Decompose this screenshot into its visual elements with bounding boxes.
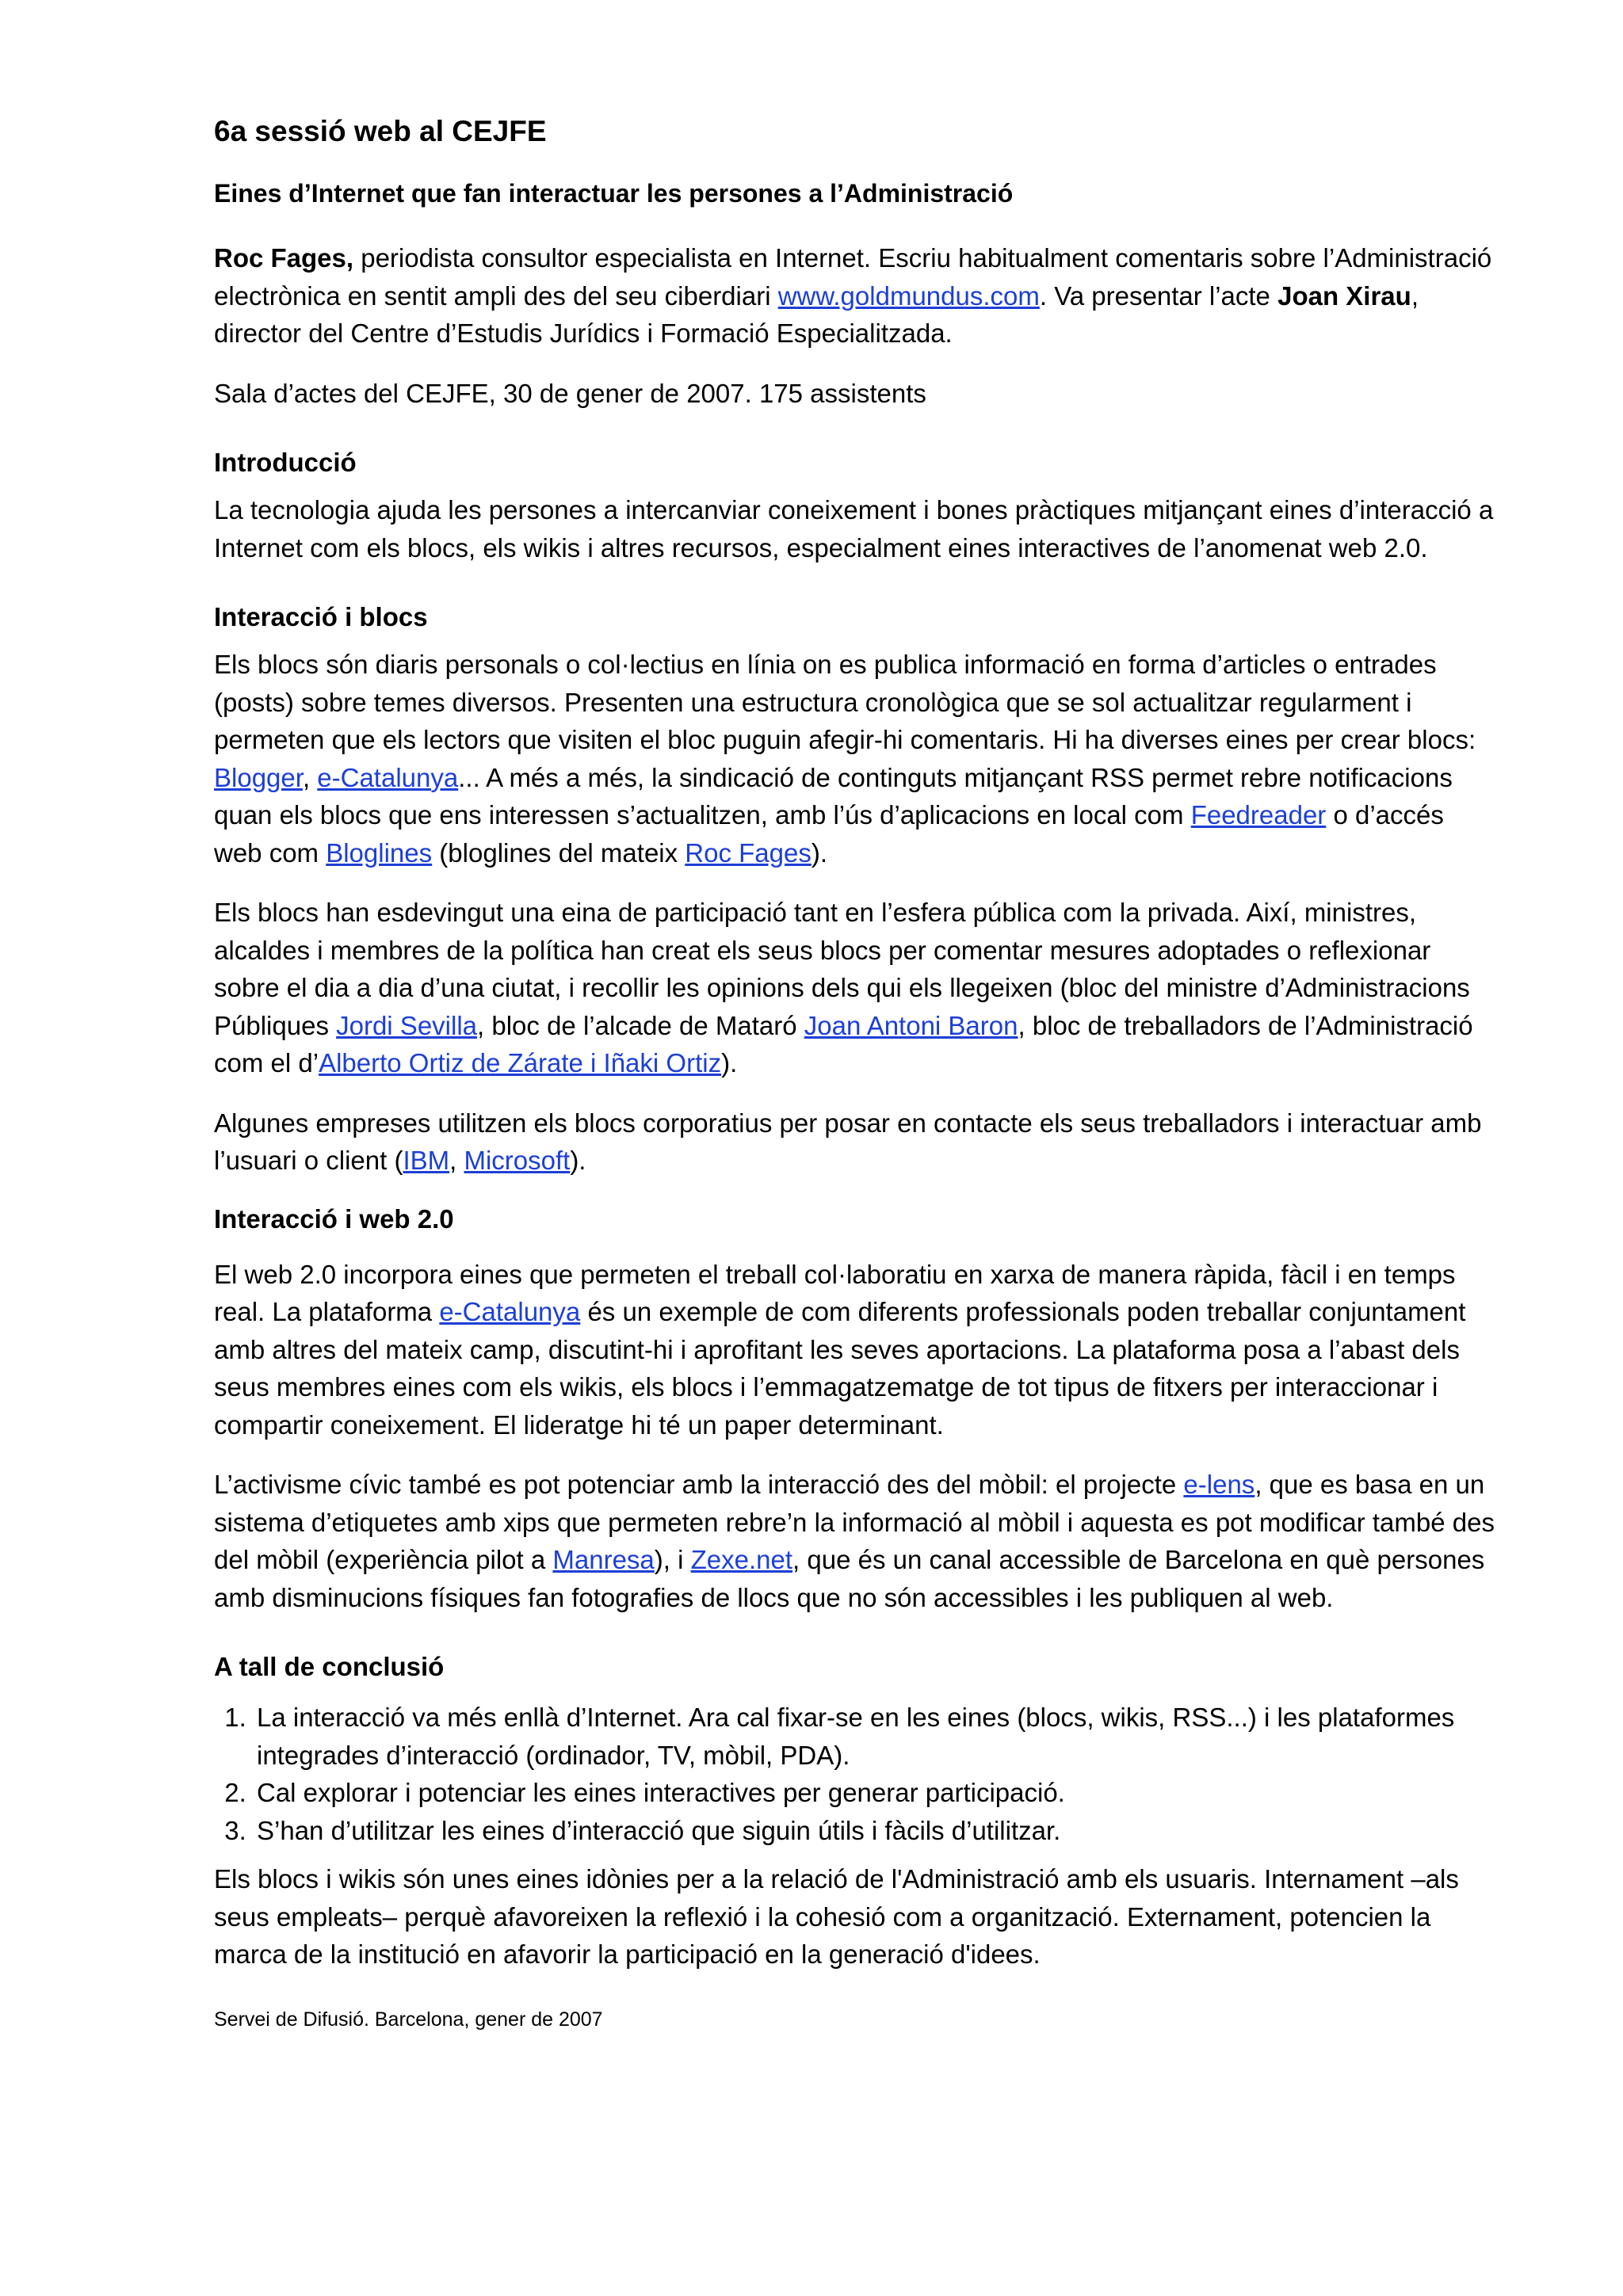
footer-note: Servei de Difusió. Barcelona, gener de 2007	[214, 2008, 603, 2031]
document-title: 6a sessió web al CEJFE	[214, 115, 547, 147]
link-ibm[interactable]: IBM	[403, 1146, 450, 1175]
link-e-lens[interactable]: e-lens	[1183, 1470, 1255, 1499]
link-alberto-ortiz[interactable]: Alberto Ortiz de Zárate i Iñaki Ortiz	[319, 1048, 722, 1077]
conclusion-closing: Els blocs i wikis són unes eines idònies per a la relació de l'Administració amb els usuaris. Internament –als seus empleats– perquè afavoreixen la reflexió i la cohesió com a organització. Externament, potencien la marca de la institució en afavorir la participació en la generació d'idees.	[214, 1864, 1459, 1969]
link-blogger[interactable]: Blogger	[214, 762, 303, 792]
list-item: 3. S’han d’utilitzar les eines d’interacció que siguin útils i fàcils d’utilitzar.	[254, 1812, 1496, 1850]
link-zexe-net[interactable]: Zexe.net	[690, 1545, 793, 1574]
link-jordi-sevilla[interactable]: Jordi Sevilla	[336, 1010, 478, 1040]
speaker-paragraph: Roc Fages, periodista consultor especialista en Internet. Escriu habitualment comentaris sobre l’Administració electrònica en sentit ampli des del seu ciberdiari www.goldmundus.com. Va presentar l’acte Joan Xirau, director del Centre d’Estudis Jurídics i Formació Especialitzada.	[214, 243, 1492, 348]
web20-paragraph-1: El web 2.0 incorpora eines que permeten el treball col·laboratiu en xarxa de manera ràpida, fàcil i en temps real. La plataforma e-Catalunya és un exemple de com diferents professionals poden treballar conjuntament amb altres del mateix camp, discutint-hi i aprofitant les seves aportacions. La plataforma posa a l’abast dels seus membres eines com els wikis, els blocs i l’emmagatzematge de tot tipus de fitxers per interaccionar i compartir coneixement. El lideratge hi té un paper determinant.	[214, 1259, 1466, 1440]
conclusion-list	[214, 1699, 1496, 1849]
link-roc-fages[interactable]: Roc Fages	[685, 837, 812, 868]
link-bloglines[interactable]: Bloglines	[326, 837, 433, 868]
link-goldmundus[interactable]: www.goldmundus.com	[777, 280, 1040, 311]
document-subtitle: Eines d’Internet que fan interactuar les persones a l’Administració	[214, 179, 1014, 208]
heading-introduccio: Introducció	[214, 448, 357, 477]
introduccio-text: La tecnologia ajuda les persones a intercanviar coneixement i bones pràctiques mitjançant eines d’interacció a Internet com els blocs, els wikis i altres recursos, especialment eines interactives de l’anomenat web 2.0.	[214, 495, 1494, 563]
list-item: 2. Cal explorar i potenciar les eines interactives per generar participació.	[254, 1774, 1496, 1812]
link-joan-antoni-baron[interactable]: Joan Antoni Baron	[804, 1010, 1018, 1040]
blocs-paragraph-3: Algunes empreses utilitzen els blocs corporatius per posar en contacte els seus treballadors i interactuar amb l’usuari o client (IBM, Microsoft).	[214, 1108, 1482, 1175]
web20-paragraph-2: L’activisme cívic també es pot potenciar amb la interacció des del mòbil: el projecte e-lens, que es basa en un sistema d’etiquetes amb xips que permeten rebre’n la informació al mòbil i aquesta es pot modificar també des del mòbil (experiència pilot a Manresa), i Zexe.net, que és un canal accessible de Barcelona en què persones amb disminucions físiques fan fotografies de llocs que no són accessibles i les publiquen al web.	[214, 1470, 1495, 1612]
link-manresa[interactable]: Manresa	[552, 1545, 655, 1574]
heading-conclusio: A tall de conclusió	[214, 1652, 445, 1681]
heading-interaccio-web20: Interacció i web 2.0	[214, 1203, 454, 1234]
presenter-name: Joan Xirau	[1277, 280, 1411, 311]
blocs-paragraph-1: Els blocs són diaris personals o col·lectius en línia on es publica informació en forma d’articles o entrades (posts) sobre temes diversos. Presenten una estructura cronològica que se sol actualitzar regularment i permeten que els lectors que visiten el bloc puguin afegir-hi comentaris. Hi ha diverses eines per crear blocs: Blogger, e-Catalunya... A més a més, la sindicació de continguts mitjançant RSS permet rebre notificacions quan els blocs que ens interessen s’actualitzen, amb l’ús d’aplicacions en local com Feedreader o d’accés web com Bloglines (bloglines del mateix Roc Fages).	[214, 650, 1476, 868]
speaker-name: Roc Fages,	[214, 243, 354, 273]
link-microsoft[interactable]: Microsoft	[464, 1146, 571, 1175]
list-item: 1. La interacció va més enllà d’Internet. Ara cal fixar-se en les eines (blocs, wikis, RSS...) i les plataformes integrades d’interacció (ordinador, TV, mòbil, PDA).	[254, 1699, 1496, 1774]
link-e-catalunya-2[interactable]: e-Catalunya	[439, 1297, 581, 1326]
heading-interaccio-blocs: Interacció i blocs	[214, 602, 428, 631]
session-info: Sala d’actes del CEJFE, 30 de gener de 2007. 175 assistents	[214, 378, 926, 408]
link-feedreader[interactable]: Feedreader	[1190, 800, 1327, 830]
blocs-paragraph-2: Els blocs han esdevingut una eina de participació tant en l’esfera pública com la privada. Així, ministres, alcaldes i membres de la política han creat els seus blocs per comentar mesures adoptades o reflexionar sobre el dia a dia d’una ciutat, i recollir les opinions dels qui els llegeixen (bloc del ministre d’Administracions Públiques Jordi Sevilla, bloc de l’alcade de Mataró Joan Antoni Baron, bloc de treballadors de l’Administració com el d’Alberto Ortiz de Zárate i Iñaki Ortiz).	[214, 898, 1473, 1077]
link-e-catalunya[interactable]: e-Catalunya	[317, 762, 459, 792]
